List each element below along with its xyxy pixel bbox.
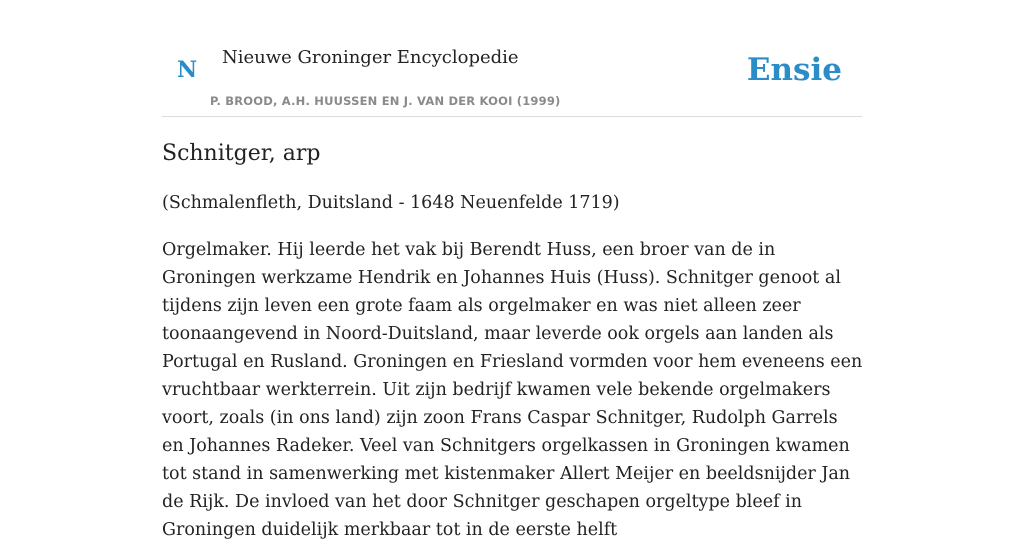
book-authors: P. BROOD, A.H. HUUSSEN EN J. VAN DER KOOI (1999): [210, 94, 561, 108]
entry-title: Schnitger, arp: [162, 141, 321, 166]
entry-subtitle: (Schmalenfleth, Duitsland - 1648 Neuenfelde 1719): [162, 193, 620, 213]
book-logo[interactable]: N: [177, 57, 198, 83]
book-title-link[interactable]: Nieuwe Groninger Encyclopedie: [222, 47, 519, 68]
brand-logo-link[interactable]: Ensie: [746, 52, 842, 88]
entry-content: [162, 138, 864, 544]
entry-body: Orgelmaker. Hij leerde het vak bij Berendt Huss, een broer van de in Groningen werkzame Hendrik en Johannes Huis (Huss). Schnitger genoot al tijdens zijn leven een grote faam als orgelmaker en was niet alleen zeer toonaangevend in Noord-Duitsland, maar leverde ook orgels aan landen als Portugal en Rusland. Groningen en Friesland vormden voor hem eveneens een vruchtbaar werkterrein. Uit zijn bedrijf kwamen vele bekende orgelmakers voort, zoals (in ons land) zijn zoon Frans Caspar Schnitger, Rudolph Garrels en Johannes Radeker. Veel van Schnitgers orgelkassen in Groningen kwamen tot stand in samenwerking met kistenmaker Allert Meijer en beeldsnijder Jan de Rijk. De invloed van het door Schnitger geschapen orgeltype bleef in Groningen duidelijk merkbaar tot in de eerste helft: [162, 240, 863, 540]
site-header: [162, 0, 862, 117]
